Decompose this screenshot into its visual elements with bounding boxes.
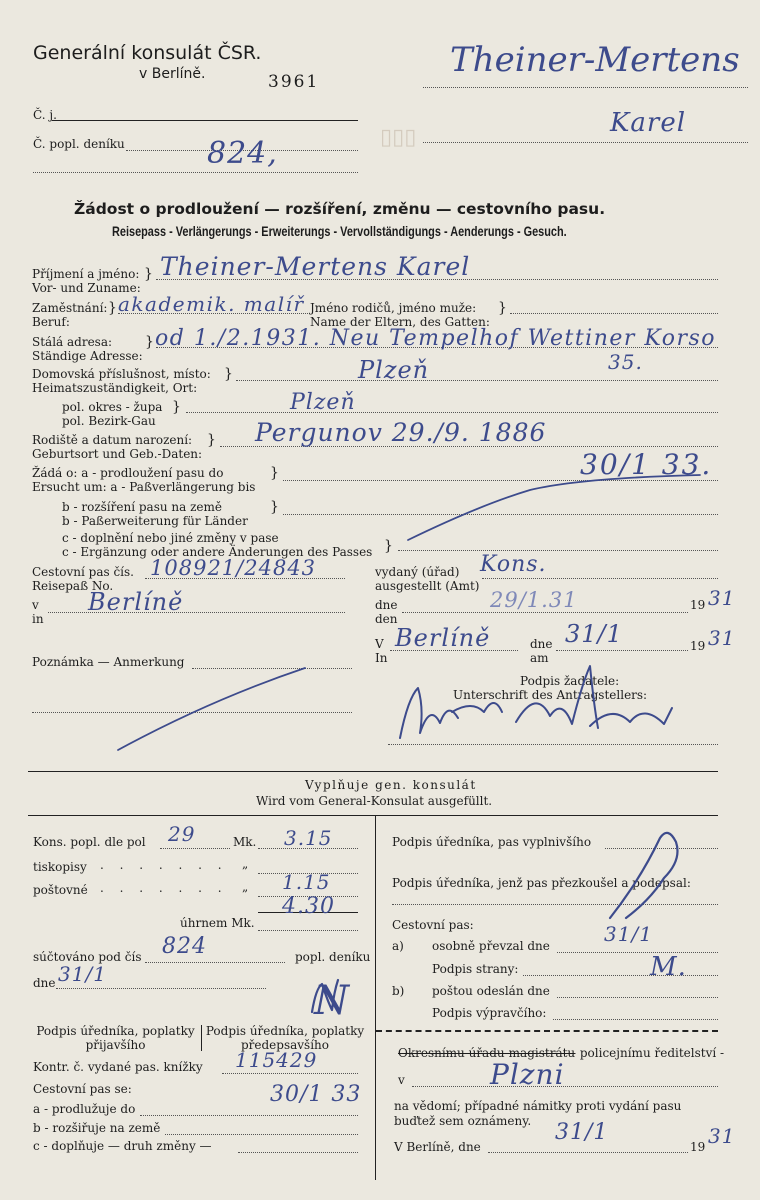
request-b-cz: b - rozšíření pasu na země — [62, 500, 223, 514]
signature-label-cz: Podpis žadatele: — [520, 674, 620, 688]
parents-label-cz: Jméno rodičů, jméno muže: — [310, 301, 477, 315]
in-label-de: in — [32, 612, 44, 626]
issued-label-de: ausgestellt (Amt) — [375, 579, 480, 593]
occupation-label-cz: Zaměstnání: — [32, 301, 108, 315]
date-label-de: den — [375, 612, 398, 626]
forms-dots-text: . . . . . . . — [100, 858, 228, 872]
in-label-cz: v — [32, 598, 39, 612]
accounted-value: 824 — [162, 934, 207, 959]
passport-label-cz: Cestovní pas čís. — [32, 565, 134, 579]
district-value: Plzeň — [290, 390, 356, 415]
control-value: 115429 — [235, 1048, 318, 1072]
applicant-signature — [400, 666, 672, 738]
parents-brace: } — [498, 300, 507, 316]
diary-suffix: popl. deníku — [295, 950, 371, 964]
parents-label-de: Name der Eltern, des Gatten: — [310, 315, 490, 329]
date-year-prefix: 19 — [690, 598, 706, 612]
request-c-cz: c - doplnění nebo jiné změny v pase — [62, 531, 279, 545]
extended-label: a - prodlužuje do — [33, 1102, 136, 1116]
authority-rest: - policejnímu ředitelství - — [572, 1046, 725, 1060]
occupation-label-de: Beruf: — [32, 315, 70, 329]
district-label-de: pol. Bezirk-Gau — [62, 414, 156, 428]
accounted-label: súčtováno pod čís — [33, 950, 142, 964]
birth-value: Pergunov 29./9. 1886 — [255, 418, 547, 447]
place-date-label-cz: dne — [530, 637, 553, 651]
berlin-year-value: 31 — [708, 1124, 736, 1148]
item-a-value: 31/1 — [604, 922, 653, 946]
passport-section-label: Cestovní pas: — [392, 918, 474, 932]
postage-dots-text: . . . . . . . — [100, 881, 228, 895]
place-year-value: 31 — [708, 626, 736, 650]
name-value: Theiner-Mertens Karel — [160, 252, 471, 281]
place-label-de: In — [375, 651, 388, 665]
fee-sign-right: Podpis úředníka, poplatky předepsavšího — [205, 1024, 365, 1052]
in-value: Berlíně — [88, 588, 184, 616]
signature-label-de: Unterschrift des Antragstellers: — [453, 688, 648, 702]
postage-label: poštovné — [33, 883, 88, 897]
party-sign-label: Podpis strany: — [432, 962, 519, 976]
name-label-cz: Příjmení a jméno: — [32, 267, 140, 281]
day-label: dne — [33, 976, 56, 990]
place-label-cz: V — [375, 637, 384, 651]
domicile-label-cz: Domovská příslušnost, místo: — [32, 367, 211, 381]
total-value: 4.30 — [282, 894, 335, 919]
address-label-de: Ständige Adresse: — [32, 349, 143, 363]
place-year-prefix: 19 — [690, 639, 706, 653]
office-header-de: Wird vom General-Konsulat ausgefüllt. — [256, 794, 493, 808]
issuer-signature — [610, 833, 678, 918]
party-sign-value: M. — [650, 952, 687, 982]
domicile-label-de: Heimatszuständigkeit, Ort: — [32, 381, 198, 395]
passport-is-label: Cestovní pas se: — [33, 1082, 132, 1096]
form-title-de: Reisepass - Verlängerungs - Erweiterungs - Vervollständigungs - Aenderungs - Gesuch. — [112, 223, 567, 239]
passport-value: 108921/24843 — [150, 556, 317, 580]
authority-struck: Okresnímu úřadu-magistrátu — [398, 1046, 576, 1060]
place-date-value: 31/1 — [565, 620, 623, 648]
item-a-label: osobně převzal dne — [432, 939, 550, 953]
applicant-name-hand-2: Karel — [610, 108, 687, 138]
place-value: Berlíně — [395, 624, 491, 652]
birth-label-de: Geburtsort und Geb.-Daten: — [32, 447, 203, 461]
occupation-brace: } — [108, 300, 117, 316]
date-label-cz: dne — [375, 598, 398, 612]
occupation-value: akademik. malíř — [118, 292, 305, 316]
domicile-value: Plzeň — [358, 356, 430, 384]
sign-checker-label: Podpis úředníka, jenž pas přezkoušel a podepsal: — [392, 876, 691, 890]
name-label-de: Vor- und Zuname: — [32, 281, 141, 295]
issued-value: Kons. — [480, 552, 547, 577]
name-brace: } — [144, 266, 153, 282]
note-label: Poznámka — Anmerkung — [32, 655, 185, 669]
address-value: od 1./2.1931. Neu Tempelhof Wettiner Korso — [155, 326, 717, 351]
notice-line-1: na vědomí; případné námitky proti vydání pasu — [394, 1099, 682, 1113]
diary-label: Č. popl. deníku — [33, 137, 125, 151]
request-b-brace: } — [270, 499, 279, 515]
request-label-cz: Žádá o: a - prodloužení pasu do — [32, 466, 224, 480]
request-b-de: b - Paßerweiterung für Länder — [62, 514, 248, 528]
day-value: 31/1 — [58, 962, 107, 986]
broadened-label: b - rozšiřuje na země — [33, 1121, 161, 1135]
dispatcher-sign-label: Podpis výpravčího: — [432, 1006, 547, 1020]
request-value: 30/1 33. — [580, 448, 713, 481]
sign-issuer-label: Podpis úředníka, pas vyplnivšího — [392, 835, 592, 849]
request-brace: } — [270, 465, 279, 481]
mk-label: Mk. — [233, 835, 257, 849]
berlin-date: 31/1 — [555, 1120, 609, 1145]
passport-label-de: Reisepaß No. — [32, 579, 114, 593]
diary-value: 824, — [207, 136, 278, 171]
domicile-brace: } — [224, 366, 233, 382]
forms-ditto: „ — [242, 857, 249, 871]
applicant-name-hand-1: Theiner-Mertens — [450, 40, 740, 80]
district-brace: } — [172, 399, 181, 415]
extended-value: 30/1 33 — [270, 1082, 362, 1107]
birth-label-cz: Rodiště a datum narození: — [32, 433, 193, 447]
address-label-cz: Stálá adresa: — [32, 335, 113, 349]
forms-label: tiskopisy — [33, 860, 87, 874]
cj-label: Č. j. — [33, 108, 57, 122]
stamp-number: 3961 — [268, 72, 320, 92]
notice-line-2: buďtež sem oznámeny. — [394, 1114, 532, 1128]
total-label: úhrnem Mk. — [180, 916, 255, 930]
postage-value: 1.15 — [282, 870, 331, 894]
form-title-cz: Žádost o prodloužení — rozšíření, změnu — cestovního pasu. — [74, 200, 606, 218]
fee-label: Kons. popl. dle pol — [33, 835, 146, 849]
request-cancel-line — [408, 475, 700, 540]
office-header-cz: Vyplňuje gen. konsulát — [305, 778, 477, 792]
date-value: 29/1.31 — [490, 588, 578, 612]
fee-value: 3.15 — [284, 826, 333, 850]
address-brace: } — [145, 334, 154, 350]
official-initials: N — [314, 978, 350, 1024]
postage-ditto: „ — [242, 880, 249, 894]
authority-city: Plzni — [490, 1058, 565, 1091]
place-date-label-de: am — [530, 651, 549, 665]
consulate-title: Generální konsulát ČSR. — [33, 42, 262, 64]
note-cancel-line — [118, 668, 305, 750]
fee-sign-left: Podpis úředníka, poplatky přijavšího — [36, 1024, 195, 1052]
request-label-de: Ersucht um: a - Paßverlängerung bis — [32, 480, 256, 494]
address-number: 35. — [608, 350, 643, 374]
birth-brace: } — [207, 432, 216, 448]
berlin-year-prefix: 19 — [690, 1140, 706, 1154]
request-c-brace: } — [384, 538, 393, 554]
supplemented-label: c - doplňuje — druh změny — — [33, 1139, 212, 1153]
consulate-city: v Berlíně. — [139, 66, 206, 82]
control-label: Kontr. č. vydané pas. knížky — [33, 1060, 203, 1074]
issued-label-cz: vydaný (úřad) — [375, 565, 460, 579]
initials-scribble — [312, 980, 338, 1012]
item-b-mark: b) — [392, 984, 405, 998]
request-c-de: c - Ergänzung oder andere Änderungen des Passes — [62, 545, 373, 559]
fee-pol: 29 — [168, 822, 196, 846]
date-year-value: 31 — [708, 586, 736, 610]
berlin-label: V Berlíně, dne — [394, 1140, 481, 1154]
district-label-cz: pol. okres - župa — [62, 400, 163, 414]
item-b-label: poštou odeslán dne — [432, 984, 550, 998]
reverse-side-bleed: ▯▯▯ — [380, 125, 417, 150]
item-a-mark: a) — [392, 939, 404, 953]
authority-in-prefix: v — [398, 1073, 405, 1087]
